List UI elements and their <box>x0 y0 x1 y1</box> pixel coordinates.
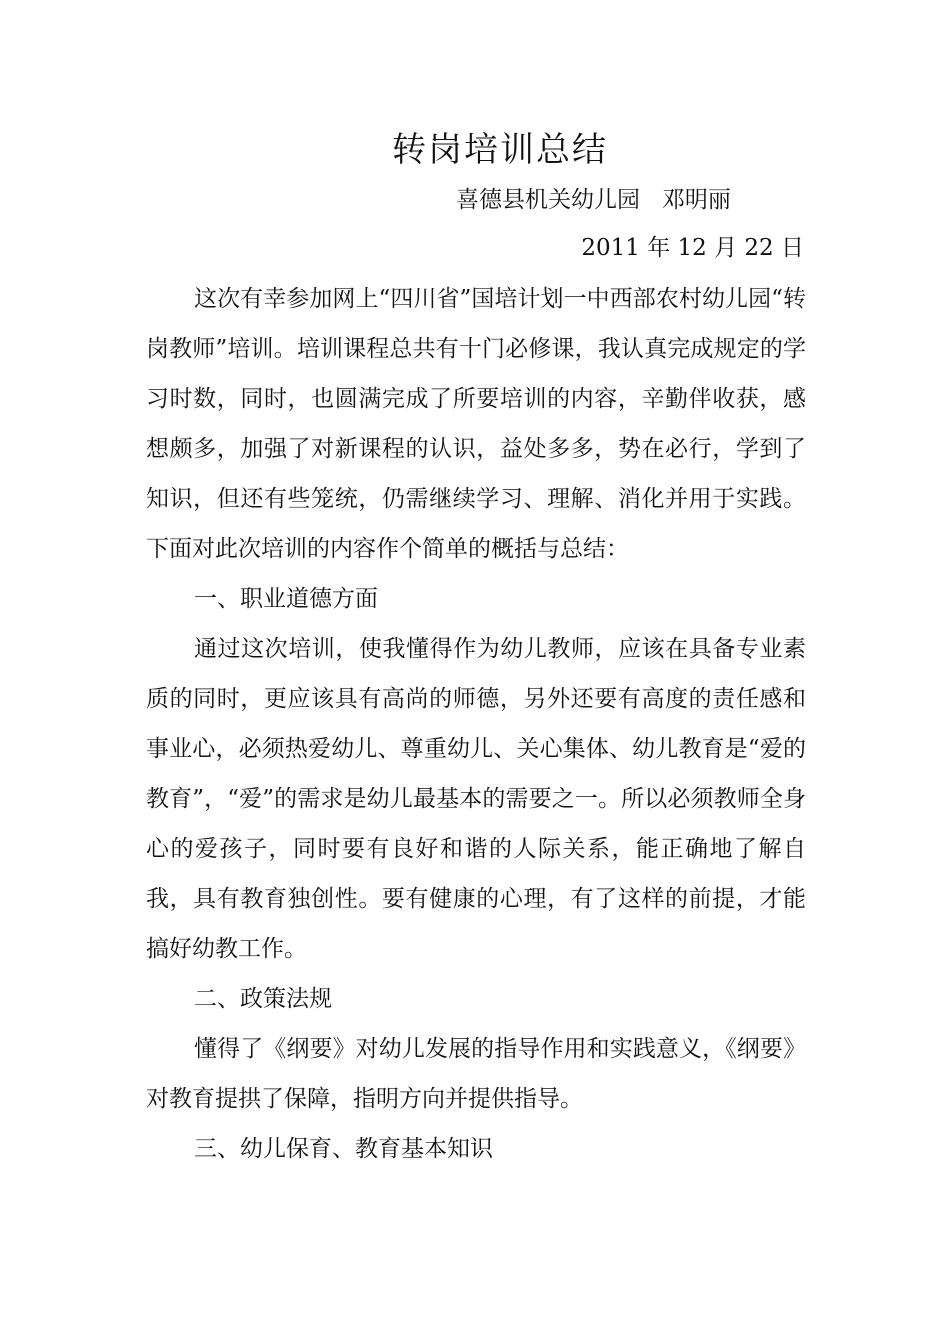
document-title: 转岗培训总结 <box>392 130 608 170</box>
section-heading-childcare: 三、幼儿保育、教育基本知识 <box>194 1136 493 1162</box>
date-line: 2011 年 12 月 22 日 <box>581 235 804 261</box>
paragraph-ethics: 通过这次培训，使我懂得作为幼儿教师，应该在具备专业素质的同时，更应该具有高尚的师德，另外还要有高度的责任感和事业心，必须热爱幼儿、尊重幼儿、关心集体、幼儿教育是“爱的教育”，“爱”的需求是幼儿最基本的需要之一。所以必须教师全身心的爱孩子，同时要有良好和谐的人际关系，能正确地了解自我，具有教育独创性。要有健康的心理，有了这样的前提，才能搞好幼教工作。 <box>146 636 806 962</box>
section-heading-ethics: 一、职业道德方面 <box>194 586 378 612</box>
author-line: 喜德县机关幼儿园 邓明丽 <box>456 187 731 213</box>
section-heading-policy: 二、政策法规 <box>194 986 332 1012</box>
paragraph-policy: 懂得了《纲要》对幼儿发展的指导作用和实践意义，《纲要》对教育提拱了保障，指明方向并提供指导。 <box>146 1036 806 1112</box>
paragraph-intro: 这次有幸参加网上“四川省”国培计划一中西部农村幼儿园“转岗教师”培训。培训课程总共有十门必修课，我认真完成规定的学习时数，同时，也圆满完成了所要培训的内容，辛勤伴收获，感想颇多，加强了对新课程的认识，益处多多，势在必行，学到了知识，但还有些笼统，仍需继续学习、理解、消化并用于实践。下面对此次培训的内容作个简单的概括与总结： <box>146 286 806 562</box>
document-body <box>146 274 806 1174</box>
